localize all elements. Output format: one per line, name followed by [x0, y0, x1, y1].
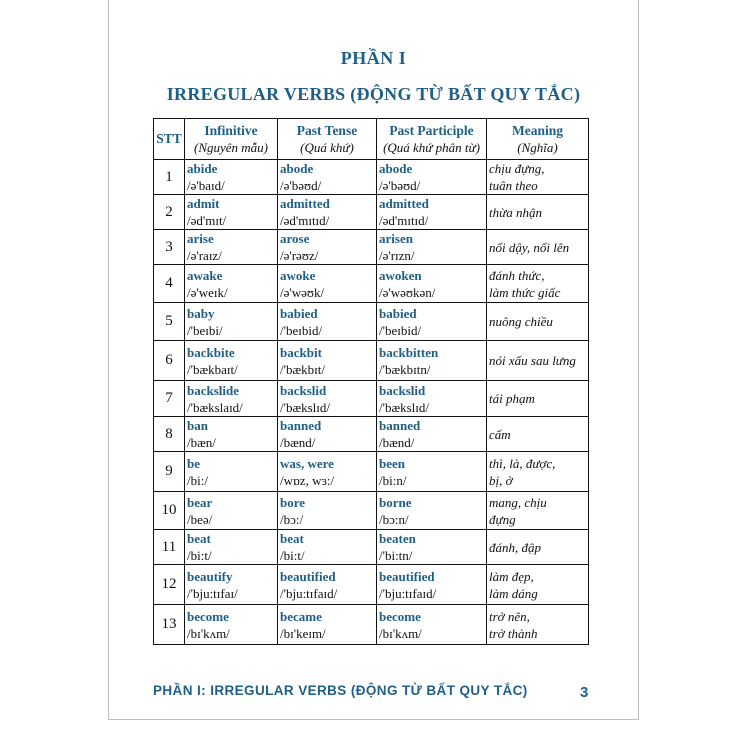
past-participle-word: become	[379, 608, 421, 624]
past-participle-cell	[377, 530, 487, 565]
past-participle-pronunciation: /ə'bəʊd/	[379, 178, 421, 193]
infinitive-word: backslide	[187, 382, 240, 398]
meaning-line: trở thành	[489, 625, 538, 641]
meaning-cell	[487, 195, 589, 230]
infinitive-word: become	[187, 608, 229, 624]
past-participle-cell	[377, 230, 487, 265]
column-header-label: Past Tense	[296, 123, 358, 138]
column-header-label: Infinitive	[204, 123, 258, 138]
infinitive-cell	[185, 160, 278, 195]
infinitive-pronunciation: /'beɪbi/	[187, 322, 223, 338]
infinitive-pronunciation: /ə'baɪd/	[187, 178, 225, 193]
past-tense-pronunciation: /wɒz, wɜ:/	[280, 472, 335, 488]
past-participle-word: backslid	[379, 382, 426, 398]
past-participle-pronunciation: /'bi:tn/	[379, 548, 413, 563]
column-header-sublabel: (Quá khứ)	[300, 140, 354, 155]
infinitive-pronunciation: /ə'raɪz/	[187, 248, 222, 263]
infinitive-cell	[185, 565, 278, 605]
infinitive-word: beat	[187, 531, 211, 546]
past-tense-pronunciation: /bɔ:/	[280, 511, 304, 527]
infinitive-cell	[185, 605, 278, 645]
past-tense-pronunciation: /'bækbɪt/	[280, 361, 325, 377]
table-row	[154, 341, 589, 381]
row-number: 4	[154, 265, 185, 303]
meaning-cell	[487, 265, 589, 303]
infinitive-word: awake	[187, 267, 223, 283]
past-tense-cell	[278, 530, 377, 565]
row-number: 2	[154, 195, 185, 230]
infinitive-word: baby	[187, 305, 215, 321]
table-row	[154, 417, 589, 452]
meaning-cell	[487, 565, 589, 605]
past-participle-word: arisen	[379, 231, 413, 246]
past-participle-cell	[377, 452, 487, 492]
meaning-line: tuân theo	[489, 178, 538, 193]
past-participle-word: borne	[379, 494, 412, 510]
past-participle-cell	[377, 565, 487, 605]
past-tense-cell	[278, 341, 377, 381]
past-participle-word: banned	[379, 418, 421, 433]
page-edge-left	[108, 0, 109, 720]
past-participle-pronunciation: /əd'mɪtɪd/	[379, 213, 429, 228]
infinitive-cell	[185, 303, 278, 341]
past-participle-word: admitted	[379, 196, 429, 211]
meaning-cell	[487, 492, 589, 530]
infinitive-pronunciation: /ə'weɪk/	[187, 284, 228, 300]
column-header-sublabel: (Nguyên mẫu)	[193, 140, 268, 155]
meaning-cell	[487, 160, 589, 195]
past-participle-pronunciation: /'beɪbid/	[379, 322, 422, 338]
infinitive-cell	[185, 230, 278, 265]
past-tense-cell	[278, 381, 377, 417]
past-participle-word: babied	[379, 305, 417, 321]
table-row	[154, 381, 589, 417]
meaning-line: làm dáng	[489, 585, 538, 601]
infinitive-pronunciation: /beə/	[187, 511, 213, 527]
page-title: IRREGULAR VERBS (ĐỘNG TỪ BẤT QUY TẮC)	[166, 84, 581, 104]
past-tense-pronunciation: /'bju:tɪfaɪd/	[280, 585, 338, 601]
past-tense-cell	[278, 452, 377, 492]
meaning-cell	[487, 605, 589, 645]
column-header-stt	[154, 119, 185, 160]
infinitive-cell	[185, 381, 278, 417]
past-tense-word: banned	[280, 418, 322, 433]
row-number: 5	[154, 303, 185, 341]
past-tense-word: babied	[280, 305, 318, 321]
meaning-line: đựng	[489, 511, 516, 527]
infinitive-cell	[185, 195, 278, 230]
past-tense-pronunciation: /bænd/	[280, 435, 316, 450]
table-row	[154, 530, 589, 565]
irregular-verbs-table	[153, 118, 589, 645]
past-participle-word: backbitten	[379, 344, 439, 360]
past-participle-word: abode	[379, 161, 413, 176]
table-row	[154, 605, 589, 645]
past-tense-cell	[278, 160, 377, 195]
row-number: 12	[154, 565, 185, 605]
meaning-line: làm thức giấc	[489, 284, 561, 300]
row-number: 11	[154, 530, 185, 565]
infinitive-pronunciation: /bi:/	[187, 472, 208, 488]
meaning-line: bị, ở	[489, 472, 513, 488]
infinitive-word: arise	[187, 231, 214, 246]
column-header-infinitive	[185, 119, 278, 160]
infinitive-pronunciation: /bæn/	[187, 435, 216, 450]
meaning-cell	[487, 530, 589, 565]
infinitive-cell	[185, 530, 278, 565]
past-participle-word: beaten	[379, 531, 416, 546]
past-tense-word: arose	[280, 231, 310, 246]
meaning-line: cấm	[489, 426, 511, 442]
past-tense-word: awoke	[280, 267, 316, 283]
past-tense-cell	[278, 605, 377, 645]
infinitive-pronunciation: /bɪ'kʌm/	[187, 625, 230, 641]
infinitive-cell	[185, 492, 278, 530]
past-participle-pronunciation: /ə'wəʊkən/	[379, 284, 436, 300]
past-tense-pronunciation: /bi:t/	[280, 548, 305, 563]
meaning-line: thì, là, được,	[489, 455, 556, 471]
past-participle-cell	[377, 303, 487, 341]
table-header-row	[154, 119, 589, 160]
meaning-cell	[487, 381, 589, 417]
column-header-past-participle	[377, 119, 487, 160]
past-tense-pronunciation: /əd'mɪtɪd/	[280, 213, 330, 228]
meaning-cell	[487, 341, 589, 381]
past-tense-cell	[278, 492, 377, 530]
past-participle-pronunciation: /bænd/	[379, 435, 415, 450]
past-tense-pronunciation: /ə'wəʊk/	[280, 284, 325, 300]
past-tense-cell	[278, 265, 377, 303]
meaning-line: làm đẹp,	[489, 568, 534, 584]
infinitive-cell	[185, 452, 278, 492]
column-header-sublabel: (Quá khứ phân từ)	[383, 140, 480, 155]
past-tense-pronunciation: /'bækslɪd/	[280, 399, 331, 415]
meaning-cell	[487, 417, 589, 452]
past-participle-cell	[377, 341, 487, 381]
past-participle-pronunciation: /bi:n/	[379, 472, 407, 488]
meaning-line: đánh, đập	[489, 539, 541, 555]
column-header-meaning	[487, 119, 589, 160]
past-tense-pronunciation: /'beɪbid/	[280, 322, 323, 338]
infinitive-word: abide	[187, 161, 218, 176]
past-tense-word: was, were	[280, 455, 334, 471]
infinitive-pronunciation: /'bju:tɪfaɪ/	[187, 585, 238, 601]
row-number: 7	[154, 381, 185, 417]
past-participle-cell	[377, 492, 487, 530]
past-tense-word: beat	[280, 531, 304, 546]
infinitive-word: beautify	[187, 568, 233, 584]
table-row	[154, 195, 589, 230]
column-header-past-tense	[278, 119, 377, 160]
meaning-line: nuông chiều	[489, 314, 553, 329]
infinitive-pronunciation: /əd'mɪt/	[187, 213, 227, 228]
past-participle-cell	[377, 195, 487, 230]
meaning-cell	[487, 452, 589, 492]
infinitive-word: be	[187, 455, 200, 471]
meaning-line: nói xấu sau lưng	[489, 353, 576, 368]
past-tense-pronunciation: /ə'rəʊz/	[280, 248, 319, 263]
column-header-label: STT	[156, 131, 182, 146]
past-tense-pronunciation: /bɪ'keɪm/	[280, 625, 326, 641]
table-row	[154, 303, 589, 341]
past-tense-cell	[278, 303, 377, 341]
table-row	[154, 160, 589, 195]
page-edge-bottom	[108, 719, 639, 720]
past-tense-cell	[278, 565, 377, 605]
past-participle-pronunciation: /'bækslɪd/	[379, 399, 430, 415]
infinitive-word: admit	[187, 196, 220, 211]
infinitive-pronunciation: /'bækslaɪd/	[187, 399, 243, 415]
past-participle-cell	[377, 605, 487, 645]
past-tense-word: became	[280, 608, 322, 624]
past-participle-pronunciation: /ə'rɪzn/	[379, 248, 415, 263]
infinitive-pronunciation: /'bækbaɪt/	[187, 361, 238, 377]
row-number: 6	[154, 341, 185, 381]
past-tense-cell	[278, 417, 377, 452]
column-header-label: Past Participle	[389, 123, 474, 138]
past-participle-cell	[377, 265, 487, 303]
row-number: 9	[154, 452, 185, 492]
page-edge-right	[638, 0, 639, 720]
table-row	[154, 492, 589, 530]
past-participle-cell	[377, 381, 487, 417]
column-header-sublabel: (Nghĩa)	[517, 140, 558, 155]
running-footer-title: PHẦN I: IRREGULAR VERBS (ĐỘNG TỪ BẤT QUY TẮC)	[153, 683, 528, 698]
table-row	[154, 265, 589, 303]
past-participle-cell	[377, 160, 487, 195]
meaning-line: trở nên,	[489, 608, 530, 624]
meaning-line: chịu đựng,	[489, 161, 545, 176]
row-number: 1	[154, 160, 185, 195]
meaning-line: mang, chịu	[489, 494, 547, 510]
past-participle-pronunciation: /'bju:tɪfaɪd/	[379, 585, 437, 601]
past-participle-pronunciation: /bɔ:n/	[379, 511, 409, 527]
infinitive-word: backbite	[187, 344, 235, 360]
past-participle-cell	[377, 417, 487, 452]
past-tense-word: admitted	[280, 196, 330, 211]
part-title: PHẦN I	[340, 48, 407, 68]
infinitive-word: ban	[187, 418, 208, 433]
past-participle-word: beautified	[379, 568, 435, 584]
infinitive-word: bear	[187, 494, 213, 510]
past-participle-word: awoken	[379, 267, 422, 283]
page-number: 3	[580, 684, 589, 701]
meaning-line: đánh thức,	[489, 267, 545, 283]
past-tense-cell	[278, 195, 377, 230]
past-tense-cell	[278, 230, 377, 265]
meaning-cell	[487, 230, 589, 265]
past-tense-pronunciation: /ə'bəʊd/	[280, 178, 322, 193]
past-participle-pronunciation: /'bækbɪtn/	[379, 361, 431, 377]
meaning-line: thừa nhận	[489, 204, 542, 220]
past-tense-word: backslid	[280, 382, 327, 398]
infinitive-cell	[185, 265, 278, 303]
past-tense-word: abode	[280, 161, 314, 176]
row-number: 3	[154, 230, 185, 265]
past-tense-word: backbit	[280, 344, 322, 360]
row-number: 13	[154, 605, 185, 645]
past-participle-word: been	[379, 455, 405, 471]
row-number: 10	[154, 492, 185, 530]
past-tense-word: beautified	[280, 568, 336, 584]
table-row	[154, 565, 589, 605]
meaning-line: nổi dậy, nổi lên	[489, 239, 570, 255]
column-header-label: Meaning	[511, 123, 563, 138]
meaning-cell	[487, 303, 589, 341]
infinitive-cell	[185, 417, 278, 452]
meaning-line: tái phạm	[489, 391, 535, 406]
infinitive-pronunciation: /bi:t/	[187, 548, 212, 563]
table-row	[154, 230, 589, 265]
infinitive-cell	[185, 341, 278, 381]
past-tense-word: bore	[280, 494, 306, 510]
past-participle-pronunciation: /bɪ'kʌm/	[379, 625, 422, 641]
table-row	[154, 452, 589, 492]
row-number: 8	[154, 417, 185, 452]
